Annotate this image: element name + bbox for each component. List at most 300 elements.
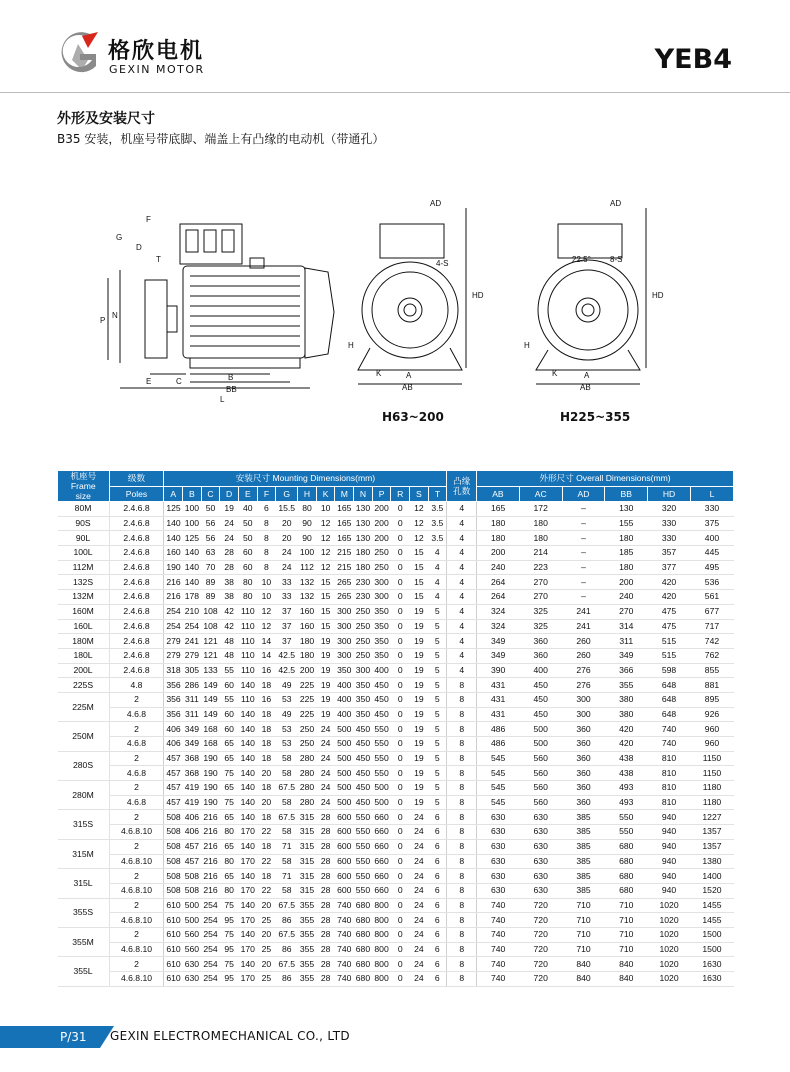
- mount-cell: 318: [164, 663, 183, 678]
- overall-cell: 740: [477, 942, 520, 957]
- section-subtitle: B35 安装，机座号带底脚、端盖上有凸缘的电动机（带通孔）: [57, 132, 385, 146]
- mount-cell: 149: [201, 707, 220, 722]
- overall-cell: 400: [519, 663, 562, 678]
- mount-cell: 250: [354, 604, 373, 619]
- overall-cell: 710: [605, 942, 648, 957]
- table-row: [58, 781, 734, 796]
- mount-cell: 450: [354, 795, 373, 810]
- table-row: [58, 707, 734, 722]
- mount-cell: 254: [201, 957, 220, 972]
- mount-cell: 28: [316, 942, 335, 957]
- table-row: [58, 957, 734, 972]
- mount-cell: 280: [298, 751, 317, 766]
- mount-cell: 6: [428, 898, 447, 913]
- mount-cell: 508: [183, 883, 202, 898]
- mount-cell: 630: [183, 957, 202, 972]
- mount-cell: 24: [410, 869, 429, 884]
- mount-cell: 350: [372, 648, 391, 663]
- overall-cell: 545: [477, 795, 520, 810]
- mount-cell: 0: [391, 898, 410, 913]
- mount-cell: 95: [220, 913, 239, 928]
- mount-cell: 125: [164, 502, 183, 517]
- mount-cell: 355: [298, 972, 317, 987]
- mount-cell: 19: [410, 692, 429, 707]
- side-view-drawing: [108, 224, 334, 388]
- mount-cell: 315: [298, 810, 317, 825]
- mount-cell: 19: [410, 648, 429, 663]
- overall-cell: 710: [605, 927, 648, 942]
- overall-cell: 630: [519, 854, 562, 869]
- mount-cell: 6: [428, 927, 447, 942]
- mount-cell: 740: [335, 898, 354, 913]
- mount-cell: 300: [372, 575, 391, 590]
- mount-cell: 8: [257, 516, 276, 531]
- mount-cell: 500: [335, 722, 354, 737]
- mount-cell: 20: [257, 795, 276, 810]
- poles-cell: 2: [109, 839, 164, 854]
- mount-cell: 660: [372, 869, 391, 884]
- mount-cell: 100: [183, 516, 202, 531]
- overall-cell: 560: [519, 795, 562, 810]
- dim-label-p: P: [100, 316, 106, 325]
- overall-cell: 1500: [690, 942, 733, 957]
- poles-cell: 4.8: [109, 678, 164, 693]
- mount-cell: 500: [183, 898, 202, 913]
- mount-cell: 216: [164, 575, 183, 590]
- mount-cell: 20: [257, 957, 276, 972]
- mount-cell: 8: [257, 560, 276, 575]
- mount-cell: 108: [201, 604, 220, 619]
- mount-cell: 200: [372, 516, 391, 531]
- dim-label-k: K: [376, 369, 382, 378]
- mount-cell: 630: [183, 972, 202, 987]
- mount-cell: 28: [316, 883, 335, 898]
- mount-cell: 450: [372, 692, 391, 707]
- overall-cell: 360: [519, 648, 562, 663]
- mount-cell: 42: [220, 619, 239, 634]
- mount-cell: 254: [164, 619, 183, 634]
- frame-cell: 80M: [58, 502, 110, 517]
- holes-cell: 4: [447, 575, 477, 590]
- overall-cell: 270: [519, 575, 562, 590]
- overall-cell: 630: [519, 869, 562, 884]
- mount-cell: 5: [428, 648, 447, 663]
- mount-cell: 216: [201, 839, 220, 854]
- overall-cell: 895: [690, 692, 733, 707]
- frame-cell: 225M: [58, 692, 110, 721]
- mount-cell: 265: [335, 590, 354, 605]
- overall-cell: 486: [477, 737, 520, 752]
- frame-cell: 280S: [58, 751, 110, 780]
- table-row: [58, 678, 734, 693]
- mount-cell: 18: [257, 678, 276, 693]
- holes-cell: 8: [447, 972, 477, 987]
- mount-cell: 58: [276, 795, 298, 810]
- col-k: K: [316, 486, 335, 502]
- mount-cell: 18: [257, 737, 276, 752]
- overall-cell: 560: [519, 781, 562, 796]
- mount-cell: 48: [220, 634, 239, 649]
- poles-cell: 2.4.6.8: [109, 531, 164, 546]
- mount-cell: 500: [335, 737, 354, 752]
- mount-cell: 140: [238, 737, 257, 752]
- mount-cell: 600: [335, 883, 354, 898]
- holes-cell: 8: [447, 692, 477, 707]
- mount-cell: 75: [220, 957, 239, 972]
- poles-cell: 4.6.8: [109, 795, 164, 810]
- holes-cell: 8: [447, 795, 477, 810]
- mount-cell: 550: [372, 722, 391, 737]
- mount-cell: 450: [354, 722, 373, 737]
- mount-cell: 450: [372, 707, 391, 722]
- mount-cell: 5: [428, 766, 447, 781]
- overall-cell: 1400: [690, 869, 733, 884]
- table-row: [58, 648, 734, 663]
- mount-cell: 12: [316, 516, 335, 531]
- mount-cell: 112: [298, 560, 317, 575]
- mount-cell: 5: [428, 604, 447, 619]
- mount-cell: 133: [201, 663, 220, 678]
- overall-cell: 710: [605, 898, 648, 913]
- frame-cell: 355S: [58, 898, 110, 927]
- mount-cell: 406: [183, 825, 202, 840]
- overall-cell: 648: [648, 707, 691, 722]
- brand-name-cn: 格欣电机: [108, 39, 205, 64]
- mount-cell: 19: [220, 502, 239, 517]
- mount-cell: 315: [298, 825, 317, 840]
- dim-label-c: C: [176, 377, 182, 386]
- mount-cell: 40: [238, 502, 257, 517]
- mount-cell: 38: [220, 575, 239, 590]
- mount-cell: 600: [335, 869, 354, 884]
- mount-cell: 65: [220, 810, 239, 825]
- mount-cell: 315: [298, 869, 317, 884]
- mount-cell: 305: [183, 663, 202, 678]
- poles-cell: 2.4.6.8: [109, 619, 164, 634]
- mount-cell: 660: [372, 810, 391, 825]
- mount-cell: 75: [220, 898, 239, 913]
- mount-cell: 48: [220, 648, 239, 663]
- poles-cell: 2: [109, 810, 164, 825]
- holes-cell: 8: [447, 883, 477, 898]
- overall-cell: 561: [690, 590, 733, 605]
- mount-cell: 610: [164, 957, 183, 972]
- mount-cell: 660: [372, 825, 391, 840]
- mount-cell: 550: [372, 766, 391, 781]
- mount-cell: 37: [276, 634, 298, 649]
- overall-cell: 420: [648, 575, 691, 590]
- holes-cell: 8: [447, 927, 477, 942]
- overall-cell: 311: [605, 634, 648, 649]
- mount-cell: 16: [257, 692, 276, 707]
- mount-cell: 49: [276, 707, 298, 722]
- mount-cell: 140: [164, 516, 183, 531]
- overall-cell: 300: [562, 692, 605, 707]
- mount-cell: 168: [201, 722, 220, 737]
- overall-cell: 270: [605, 604, 648, 619]
- mount-cell: 12: [257, 619, 276, 634]
- mount-cell: 600: [335, 854, 354, 869]
- overall-cell: 475: [648, 604, 691, 619]
- mount-cell: 350: [372, 619, 391, 634]
- mount-cell: 89: [201, 575, 220, 590]
- mount-cell: 450: [354, 751, 373, 766]
- holes-cell: 4: [447, 531, 477, 546]
- table-row: [58, 560, 734, 575]
- mount-cell: 20: [257, 766, 276, 781]
- mount-cell: 24: [316, 737, 335, 752]
- mount-cell: 19: [316, 663, 335, 678]
- mount-cell: 560: [183, 942, 202, 957]
- mount-cell: 12: [410, 531, 429, 546]
- page-footer: [0, 1014, 790, 1054]
- overall-cell: –: [562, 575, 605, 590]
- mount-cell: 350: [372, 604, 391, 619]
- table-row: [58, 751, 734, 766]
- mount-cell: 24: [316, 766, 335, 781]
- page-header: [0, 0, 790, 93]
- overall-cell: 360: [562, 722, 605, 737]
- mount-cell: 0: [391, 678, 410, 693]
- overall-cell: 1020: [648, 898, 691, 913]
- mount-cell: 0: [391, 604, 410, 619]
- mount-cell: 132: [298, 590, 317, 605]
- mount-cell: 160: [298, 604, 317, 619]
- overall-cell: 325: [519, 619, 562, 634]
- overall-cell: 1500: [690, 927, 733, 942]
- mount-cell: 230: [354, 590, 373, 605]
- overall-cell: 940: [648, 854, 691, 869]
- mount-cell: 0: [391, 927, 410, 942]
- mount-cell: 18: [257, 781, 276, 796]
- table-row: [58, 590, 734, 605]
- mount-cell: 216: [201, 869, 220, 884]
- mount-cell: 180: [354, 546, 373, 561]
- mount-cell: 19: [410, 604, 429, 619]
- frame-cell: 90L: [58, 531, 110, 546]
- mount-cell: 550: [372, 751, 391, 766]
- mount-cell: 140: [238, 957, 257, 972]
- mount-cell: 19: [410, 781, 429, 796]
- table-row: [58, 634, 734, 649]
- mount-cell: 28: [316, 898, 335, 913]
- poles-cell: 2.4.6.8: [109, 502, 164, 517]
- overall-cell: 740: [477, 913, 520, 928]
- mount-cell: 0: [391, 516, 410, 531]
- mount-cell: 0: [391, 942, 410, 957]
- mount-cell: 12: [410, 502, 429, 517]
- mount-cell: 457: [164, 751, 183, 766]
- mount-cell: 25: [257, 972, 276, 987]
- frame-cell: 100L: [58, 546, 110, 561]
- overall-cell: 172: [519, 502, 562, 517]
- mount-cell: 170: [238, 825, 257, 840]
- table-body: [58, 502, 734, 987]
- overall-cell: 450: [519, 678, 562, 693]
- col-overall-group: 外形尺寸 Overall Dimensions(mm): [477, 471, 734, 487]
- overall-cell: 762: [690, 648, 733, 663]
- overall-cell: 1357: [690, 825, 733, 840]
- mount-cell: 457: [164, 781, 183, 796]
- mount-cell: 0: [391, 648, 410, 663]
- poles-cell: 4.6.8: [109, 707, 164, 722]
- mount-cell: 300: [335, 604, 354, 619]
- mount-cell: 5: [428, 692, 447, 707]
- mount-cell: 250: [298, 737, 317, 752]
- mount-cell: 18: [257, 869, 276, 884]
- mount-cell: 121: [201, 634, 220, 649]
- holes-cell: 8: [447, 869, 477, 884]
- overall-cell: 648: [648, 692, 691, 707]
- motor-dimension-drawing: [100, 188, 700, 428]
- mount-cell: 19: [316, 648, 335, 663]
- mount-cell: 355: [298, 898, 317, 913]
- mount-cell: 75: [220, 795, 239, 810]
- mount-cell: 160: [164, 546, 183, 561]
- mount-cell: 311: [183, 692, 202, 707]
- col-a: A: [164, 486, 183, 502]
- mount-cell: 800: [372, 942, 391, 957]
- mount-cell: 0: [391, 810, 410, 825]
- mount-cell: 50: [238, 531, 257, 546]
- overall-cell: 324: [477, 619, 520, 634]
- mount-cell: 254: [201, 898, 220, 913]
- overall-cell: 677: [690, 604, 733, 619]
- overall-cell: 438: [605, 766, 648, 781]
- mount-cell: 125: [183, 531, 202, 546]
- mount-cell: 300: [354, 663, 373, 678]
- poles-cell: 4.6.8.10: [109, 854, 164, 869]
- poles-cell: 2.4.6.8: [109, 546, 164, 561]
- overall-cell: 270: [519, 590, 562, 605]
- table-row: [58, 663, 734, 678]
- dim-label-a: A: [406, 371, 412, 380]
- overall-cell: 630: [477, 869, 520, 884]
- mount-cell: 168: [201, 737, 220, 752]
- overall-cell: 264: [477, 590, 520, 605]
- mount-cell: 550: [354, 810, 373, 825]
- overall-cell: 680: [605, 854, 648, 869]
- mount-cell: 110: [238, 648, 257, 663]
- mount-cell: 550: [372, 737, 391, 752]
- overall-cell: 438: [605, 751, 648, 766]
- mount-cell: 740: [335, 927, 354, 942]
- col-p: P: [372, 486, 391, 502]
- mount-cell: 0: [391, 825, 410, 840]
- dim-label-4s: 4-S: [436, 259, 449, 268]
- dim-label-b: B: [228, 373, 234, 382]
- poles-cell: 2.4.6.8: [109, 663, 164, 678]
- mount-cell: 0: [391, 502, 410, 517]
- overall-cell: –: [562, 516, 605, 531]
- frame-cell: 112M: [58, 560, 110, 575]
- mount-cell: 6: [428, 839, 447, 854]
- overall-cell: 720: [519, 927, 562, 942]
- mount-cell: 95: [220, 972, 239, 987]
- mount-cell: 6: [428, 825, 447, 840]
- caption-h63-200: H63~200: [382, 410, 444, 424]
- overall-cell: 180: [477, 516, 520, 531]
- end-view-small-drawing: [358, 208, 466, 384]
- mount-cell: 500: [183, 913, 202, 928]
- mount-cell: 80: [238, 575, 257, 590]
- mount-cell: 311: [183, 707, 202, 722]
- mount-cell: 200: [298, 663, 317, 678]
- mount-cell: 400: [335, 678, 354, 693]
- mount-cell: 315: [298, 839, 317, 854]
- mount-cell: 20: [276, 516, 298, 531]
- mount-cell: 508: [164, 810, 183, 825]
- mount-cell: 80: [298, 502, 317, 517]
- mount-cell: 95: [220, 942, 239, 957]
- mount-cell: 450: [354, 766, 373, 781]
- dim-label-g: G: [116, 233, 123, 242]
- overall-cell: 810: [648, 781, 691, 796]
- frame-cell: 180M: [58, 634, 110, 649]
- mount-cell: 355: [298, 942, 317, 957]
- mount-cell: 67.5: [276, 781, 298, 796]
- mount-cell: 86: [276, 913, 298, 928]
- mount-cell: 28: [220, 546, 239, 561]
- mount-cell: 19: [410, 795, 429, 810]
- col-t: T: [428, 486, 447, 502]
- mount-cell: 70: [201, 560, 220, 575]
- mount-cell: 65: [220, 751, 239, 766]
- overall-cell: 130: [605, 502, 648, 517]
- mount-cell: 24: [410, 854, 429, 869]
- poles-cell: 2: [109, 722, 164, 737]
- overall-cell: 1020: [648, 942, 691, 957]
- overall-cell: 740: [648, 737, 691, 752]
- mount-cell: 419: [183, 781, 202, 796]
- table-row: [58, 502, 734, 517]
- mount-cell: 4: [428, 546, 447, 561]
- poles-cell: 4.6.8.10: [109, 825, 164, 840]
- table-row: [58, 927, 734, 942]
- overall-cell: 1520: [690, 883, 733, 898]
- mount-cell: 140: [238, 869, 257, 884]
- mount-cell: 254: [201, 942, 220, 957]
- dim-label-ad: AD: [430, 199, 442, 208]
- mount-cell: 5: [428, 619, 447, 634]
- section-title: 外形及安装尺寸: [57, 111, 155, 127]
- mount-cell: 5: [428, 634, 447, 649]
- holes-cell: 8: [447, 957, 477, 972]
- overall-cell: 360: [562, 737, 605, 752]
- mount-cell: 300: [372, 590, 391, 605]
- dim-label-n: N: [112, 311, 118, 320]
- mount-cell: 800: [372, 913, 391, 928]
- table-row: [58, 766, 734, 781]
- frame-cell: 160M: [58, 604, 110, 619]
- overall-cell: 598: [648, 663, 691, 678]
- overall-cell: 840: [605, 972, 648, 987]
- col-bb: BB: [605, 486, 648, 502]
- mount-cell: 19: [316, 678, 335, 693]
- mount-cell: 140: [238, 707, 257, 722]
- mount-cell: 170: [238, 854, 257, 869]
- overall-cell: 349: [477, 634, 520, 649]
- mount-cell: 18: [257, 810, 276, 825]
- mount-cell: 660: [372, 883, 391, 898]
- mount-cell: 15.5: [276, 502, 298, 517]
- overall-cell: 366: [605, 663, 648, 678]
- mount-cell: 53: [276, 692, 298, 707]
- mount-cell: 18: [257, 751, 276, 766]
- overall-cell: 720: [519, 957, 562, 972]
- mount-cell: 100: [298, 546, 317, 561]
- mount-cell: 20: [257, 927, 276, 942]
